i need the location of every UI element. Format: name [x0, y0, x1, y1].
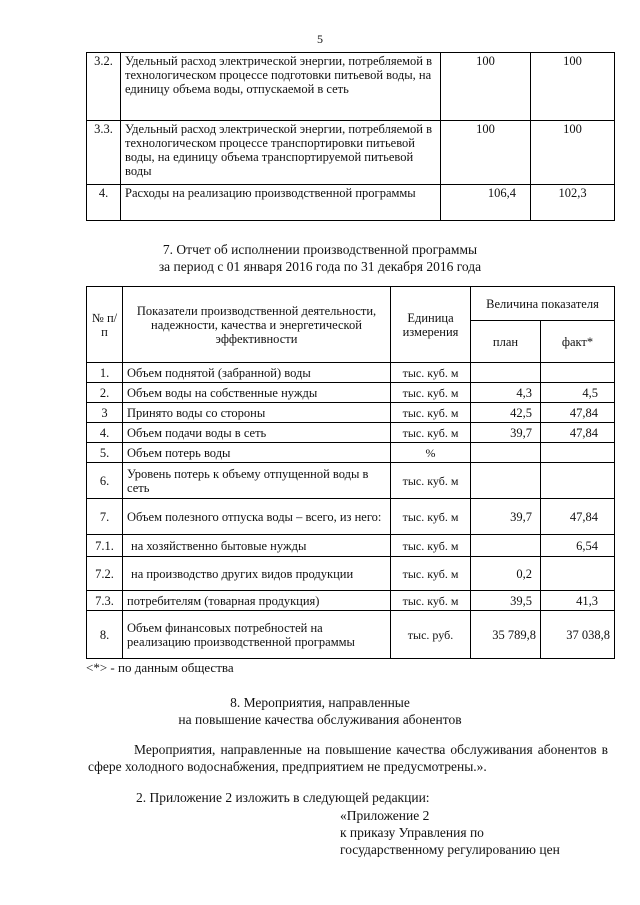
table-header-row [87, 287, 615, 321]
row-unit: тыс. куб. м [391, 591, 471, 611]
row-number: 5. [87, 443, 123, 463]
header-number: № п/п [87, 287, 123, 363]
row-name: Объем подачи воды в сеть [123, 423, 391, 443]
table-row [87, 499, 615, 535]
row-text: Расходы на реализацию производственной программы [121, 185, 441, 221]
row-name: Объем финансовых потребностей на реализацию производственной программы [123, 611, 391, 659]
row-number: 4. [87, 185, 121, 221]
table-row [87, 535, 615, 557]
row-text: Удельный расход электрической энергии, потребляемой в технологическом процессе подготовки питьевой воды, на единицу объема воды, отпускаемой в сеть [121, 53, 441, 121]
row-name: Уровень потерь к объему отпущенной воды в сеть [123, 463, 391, 499]
footnote: <*> - по данным общества [86, 660, 234, 675]
row-plan: 4,3 [471, 383, 541, 403]
header-indicator: Показатели производственной деятельности, надежности, качества и энергетической эффективности [123, 287, 391, 363]
row-name: Объем воды на собственные нужды [123, 383, 391, 403]
row-plan [471, 363, 541, 383]
row-plan: 35 789,8 [471, 611, 541, 659]
row-fact: 41,3 [541, 591, 615, 611]
header-fact: факт* [541, 321, 615, 363]
table-row [87, 403, 615, 423]
row-number: 3 [87, 403, 123, 423]
row-number: 7.2. [87, 557, 123, 591]
row-fact [541, 443, 615, 463]
row-name: потребителям (товарная продукция) [123, 591, 391, 611]
row-fact: 100 [531, 53, 615, 121]
row-plan [471, 443, 541, 463]
table-row [87, 463, 615, 499]
table-row [87, 423, 615, 443]
header-plan: план [471, 321, 541, 363]
row-number: 7.1. [87, 535, 123, 557]
table-row [87, 53, 615, 121]
row-fact: 102,3 [531, 185, 615, 221]
row-plan [471, 463, 541, 499]
row-fact: 37 038,8 [541, 611, 615, 659]
section-8-title-line2: на повышение качества обслуживания абонентов [178, 712, 462, 727]
row-unit: тыс. куб. м [391, 499, 471, 535]
row-fact: 100 [531, 121, 615, 185]
section-8-paragraph: Мероприятия, направленные на повышение качества обслуживания абонентов в сфере холодного водоснабжения, предприятием не предусмотрены.». [88, 742, 608, 774]
table-row [87, 363, 615, 383]
indicators-table-continued [86, 52, 615, 221]
row-number: 4. [87, 423, 123, 443]
row-fact: 47,84 [541, 403, 615, 423]
row-unit: тыс. куб. м [391, 383, 471, 403]
table-row [87, 185, 615, 221]
row-fact: 47,84 [541, 423, 615, 443]
appendix-line-2: к приказу Управления по [340, 825, 484, 840]
row-name: Объем потерь воды [123, 443, 391, 463]
row-plan: 39,7 [471, 423, 541, 443]
table-row [87, 121, 615, 185]
row-number: 3.3. [87, 121, 121, 185]
row-unit: тыс. куб. м [391, 557, 471, 591]
row-number: 8. [87, 611, 123, 659]
row-plan: 42,5 [471, 403, 541, 423]
page-number: 5 [317, 32, 323, 46]
row-unit: тыс. куб. м [391, 535, 471, 557]
row-text: Удельный расход электрической энергии, потребляемой в технологическом процессе транспортировки питьевой воды, на единицу объема транспортируемой питьевой воды [121, 121, 441, 185]
row-plan [471, 535, 541, 557]
row-number: 1. [87, 363, 123, 383]
row-name: на производство других видов продукции [123, 557, 391, 591]
table-row [87, 557, 615, 591]
row-unit: тыс. куб. м [391, 403, 471, 423]
row-number: 7.3. [87, 591, 123, 611]
row-number: 6. [87, 463, 123, 499]
row-fact: 6,54 [541, 535, 615, 557]
row-unit: тыс. куб. м [391, 423, 471, 443]
row-plan: 106,4 [441, 185, 531, 221]
table-row [87, 611, 615, 659]
appendix-header [340, 807, 560, 858]
row-number: 2. [87, 383, 123, 403]
row-unit: тыс. куб. м [391, 363, 471, 383]
item-2-text: 2. Приложение 2 изложить в следующей редакции: [136, 790, 430, 805]
row-number: 7. [87, 499, 123, 535]
row-name: Объем поднятой (забранной) воды [123, 363, 391, 383]
production-program-report-table [86, 286, 615, 659]
appendix-line-3: государственному регулированию цен [340, 842, 560, 857]
row-name: на хозяйственно бытовые нужды [123, 535, 391, 557]
appendix-line-1: «Приложение 2 [340, 808, 430, 823]
table-row [87, 443, 615, 463]
row-name: Объем полезного отпуска воды – всего, из него: [123, 499, 391, 535]
row-fact: 47,84 [541, 499, 615, 535]
header-value: Величина показателя [471, 287, 615, 321]
row-plan: 0,2 [471, 557, 541, 591]
row-unit: % [391, 443, 471, 463]
row-fact [541, 557, 615, 591]
row-number: 3.2. [87, 53, 121, 121]
row-plan: 39,7 [471, 499, 541, 535]
row-unit: тыс. куб. м [391, 463, 471, 499]
section-8-title-line1: 8. Мероприятия, направленные [230, 695, 410, 710]
header-unit: Единица измерения [391, 287, 471, 363]
table-row [87, 591, 615, 611]
row-plan: 100 [441, 121, 531, 185]
table-row [87, 383, 615, 403]
row-plan: 39,5 [471, 591, 541, 611]
row-plan: 100 [441, 53, 531, 121]
row-fact [541, 363, 615, 383]
row-unit: тыс. руб. [391, 611, 471, 659]
section-7-title-line2: за период с 01 января 2016 года по 31 декабря 2016 года [158, 259, 482, 274]
row-fact: 4,5 [541, 383, 615, 403]
row-fact [541, 463, 615, 499]
section-7-title-line1: 7. Отчет об исполнении производственной программы [162, 242, 478, 257]
row-name: Принято воды со стороны [123, 403, 391, 423]
